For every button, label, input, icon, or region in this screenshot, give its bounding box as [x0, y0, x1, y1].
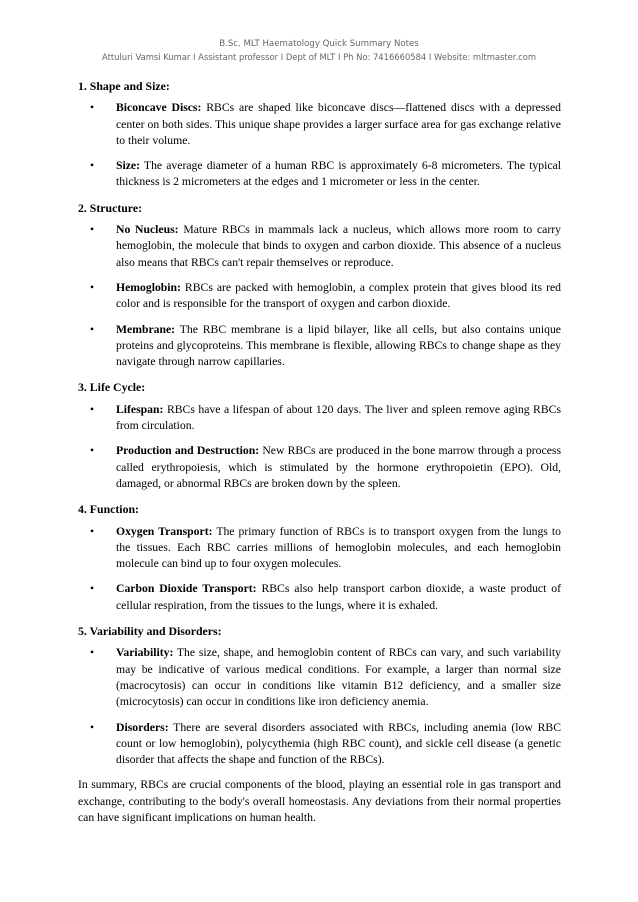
item-text: New RBCs are produced in the bone marrow through a process called erythropoiesis, which is stimulated by the hormone erythropoietin (EPO). Old, damaged, or abnormal RBCs are broken down by the spleen.	[116, 444, 561, 490]
bullet-list	[78, 222, 561, 370]
bullet-list	[78, 402, 561, 492]
bullet-icon: •	[90, 582, 95, 596]
list-item	[78, 158, 561, 191]
item-term: Size:	[116, 159, 141, 173]
item-text: Mature RBCs in mammals lack a nucleus, which allows more room to carry hemoglobin, the molecule that binds to oxygen and carbon dioxide. This absence of a nucleus also means that RBCs can't repair themselves or reproduce.	[116, 223, 561, 269]
item-text: The primary function of RBCs is to transport oxygen from the lungs to the tissues. Each RBC carries millions of hemoglobin molecules, and each hemoglobin molecule can bind up to four oxygen molecules.	[116, 524, 561, 571]
bullet-icon: •	[90, 101, 95, 115]
item-text: The average diameter of a human RBC is approximately 6-8 micrometers. The typical thickness is 2 micrometers at the edges and 1 micrometer or less in the center.	[116, 159, 561, 189]
page-header	[0, 38, 638, 64]
item-text: RBCs also help transport carbon dioxide, a waste product of cellular respiration, from the tissues to the lungs, where it is exhaled.	[116, 582, 561, 612]
bullet-icon: •	[90, 322, 95, 336]
section-heading: 4. Function:	[78, 502, 139, 517]
item-text: The size, shape, and hemoglobin content of RBCs can vary, and such variability may be indicative of various medical conditions. For example, a larger than normal size (macrocytosis) can occur in conditions like vitamin B12 deficiency, and a smaller size (microcytosis) can occur in conditions like iron deficiency anemia.	[116, 646, 561, 709]
bullet-icon: •	[90, 223, 95, 237]
bullet-list	[78, 100, 561, 190]
list-item	[78, 280, 561, 313]
header-author-info: Attuluri Vamsi Kumar I Assistant professor I Dept of MLT I Ph No: 7416660584 I Website: mltmaster.com	[101, 52, 537, 62]
item-text: RBCs have a lifespan of about 120 days. The liver and spleen remove aging RBCs from circulation.	[116, 402, 561, 433]
bullet-icon: •	[90, 524, 95, 538]
bullet-icon: •	[90, 280, 95, 294]
list-item	[78, 581, 561, 614]
bullet-icon: •	[90, 444, 95, 458]
item-term: Disorders:	[116, 720, 169, 734]
list-item	[78, 524, 561, 573]
section-structure	[78, 200, 561, 371]
bullet-icon: •	[90, 720, 95, 734]
bullet-list	[78, 645, 561, 768]
item-term: No Nucleus:	[116, 223, 179, 237]
section-heading: 5. Variability and Disorders:	[78, 624, 222, 639]
item-term: Carbon Dioxide Transport:	[116, 582, 257, 596]
item-term: Lifespan:	[116, 402, 164, 416]
bullet-icon: •	[90, 159, 95, 173]
item-text: RBCs are packed with hemoglobin, a complex protein that gives blood its red color and is responsible for the transport of oxygen and carbon dioxide.	[116, 280, 561, 311]
section-heading: 1. Shape and Size:	[78, 79, 170, 93]
section-heading: 3. Life Cycle:	[78, 380, 146, 395]
list-item	[78, 322, 561, 371]
item-term: Variability:	[116, 646, 174, 660]
item-text: RBCs are shaped like biconcave discs—flattened discs with a depressed center on both sides. This unique shape provides a larger surface area for gas exchange relative to their volume.	[116, 101, 561, 147]
list-item	[78, 443, 561, 492]
summary-paragraph: In summary, RBCs are crucial components of the blood, playing an essential role in gas transport and exchange, contributing to the body's overall homeostasis. Any deviations from their normal properties can have significant implications on human health.	[78, 778, 561, 824]
header-title: B.Sc. MLT Haematology Quick Summary Notes	[219, 39, 419, 49]
list-item	[78, 100, 561, 149]
section-shape-size	[78, 78, 561, 191]
item-term: Biconcave Discs:	[116, 101, 202, 115]
item-term: Hemoglobin:	[116, 280, 181, 294]
list-item	[78, 402, 561, 435]
list-item	[78, 222, 561, 271]
item-term: Membrane:	[116, 322, 176, 336]
bullet-icon: •	[90, 646, 95, 660]
list-item	[78, 645, 561, 710]
bullet-list	[78, 524, 561, 614]
document-body	[78, 78, 561, 826]
item-term: Oxygen Transport:	[116, 524, 213, 538]
item-text: There are several disorders associated with RBCs, including anemia (low RBC count or low hemoglobin), polycythemia (high RBC count), and sickle cell disease (a genetic disorder that affects the shape and function of the RBCs).	[116, 720, 561, 767]
section-heading: 2. Structure:	[78, 200, 142, 215]
section-variability-disorders	[78, 623, 561, 768]
item-term: Production and Destruction:	[116, 444, 260, 458]
section-function	[78, 501, 561, 614]
item-text: The RBC membrane is a lipid bilayer, like all cells, but also contains unique proteins and glycoproteins. This membrane is flexible, allowing RBCs to change shape as they navigate through narrow capillaries.	[116, 322, 561, 369]
list-item	[78, 720, 561, 769]
section-life-cycle	[78, 379, 561, 492]
bullet-icon: •	[90, 402, 95, 416]
